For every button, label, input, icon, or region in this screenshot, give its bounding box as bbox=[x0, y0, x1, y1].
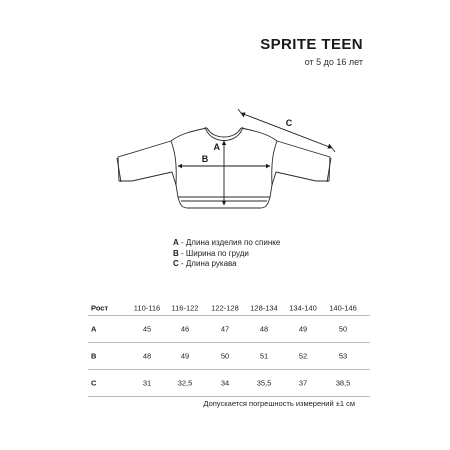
measure-c-tick-start bbox=[238, 109, 244, 117]
age-range-subtitle: от 5 до 16 лет bbox=[304, 57, 363, 67]
table-cell: 52 bbox=[298, 351, 308, 361]
legend-item-c bbox=[173, 259, 280, 270]
table-cell: 31 bbox=[142, 378, 152, 388]
column-header: 134-140 bbox=[289, 303, 317, 312]
table-cell: 34 bbox=[220, 378, 230, 388]
table-cell: 51 bbox=[259, 351, 269, 361]
table-row bbox=[88, 343, 370, 370]
column-header: 110-116 bbox=[133, 303, 161, 312]
table-cell: 35,5 bbox=[256, 378, 272, 388]
legend-letter: A bbox=[173, 238, 179, 247]
tolerance-note: Допускается погрешность измерений ±1 см bbox=[203, 399, 355, 408]
measure-c-label: C bbox=[285, 118, 293, 128]
measure-c-tick-end bbox=[329, 144, 335, 152]
legend-text: - Длина рукава bbox=[178, 259, 237, 268]
table-cell: 50 bbox=[338, 324, 348, 334]
table-cell: 37 bbox=[298, 378, 308, 388]
table-cell: 49 bbox=[298, 324, 308, 334]
table-cell: 53 bbox=[338, 351, 348, 361]
row-label: B bbox=[91, 351, 97, 361]
legend-text: - Длина изделия по спинке bbox=[178, 238, 281, 247]
row-label: C bbox=[91, 378, 97, 388]
table-cell: 48 bbox=[259, 324, 269, 334]
measure-a-label: A bbox=[213, 142, 220, 152]
measure-b-label: B bbox=[201, 154, 209, 164]
legend-letter: C bbox=[173, 259, 179, 268]
legend-item-b bbox=[173, 249, 280, 260]
header-label: Рост bbox=[91, 303, 109, 312]
table-cell: 49 bbox=[180, 351, 190, 361]
table-cell: 32,5 bbox=[177, 378, 193, 388]
table-cell: 45 bbox=[142, 324, 152, 334]
table-cell: 48 bbox=[142, 351, 152, 361]
table-cell: 46 bbox=[180, 324, 190, 334]
table-row bbox=[88, 316, 370, 343]
legend-item-a bbox=[173, 238, 280, 249]
column-header: 116-122 bbox=[171, 303, 199, 312]
row-label: A bbox=[91, 324, 97, 334]
table-header-row bbox=[88, 300, 370, 316]
table-cell: 38,5 bbox=[335, 378, 351, 388]
legend-letter: B bbox=[173, 248, 179, 258]
column-header: 122-128 bbox=[211, 303, 239, 312]
table-row bbox=[88, 370, 370, 397]
table-cell: 50 bbox=[220, 351, 230, 361]
column-header: 128-134 bbox=[250, 303, 278, 312]
size-table bbox=[88, 300, 370, 397]
table-cell: 47 bbox=[220, 324, 230, 334]
measurement-legend bbox=[173, 238, 280, 270]
brand-title: SPRITE TEEN bbox=[260, 36, 363, 53]
column-header: 140-146 bbox=[329, 303, 357, 312]
legend-text: - Ширина по груди bbox=[178, 248, 249, 258]
